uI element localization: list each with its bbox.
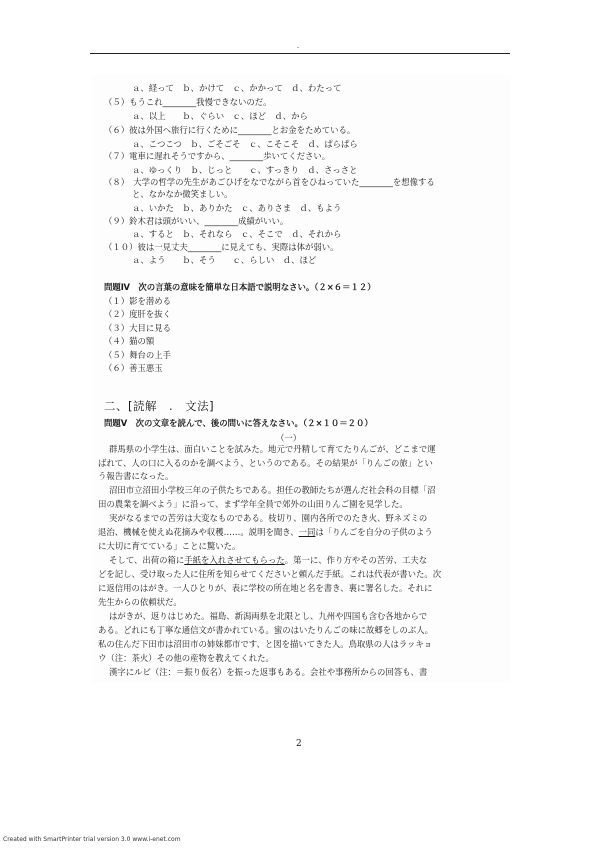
question-8: （８） 大学の哲学の先生があごひげをなでながら首をひねっていた________を想像する (104, 177, 435, 187)
vocab-item: （１）影を潜める (104, 296, 171, 306)
part-number: （一） (276, 433, 302, 443)
header-rule (90, 53, 510, 54)
options-q4: ａ、経って ｂ、かけて ｃ、かかって ｄ、わたって (132, 83, 342, 93)
passage-line: ウ（注：茶火）その他の産物を教えてくれた。 (98, 653, 274, 663)
question-5: （５）もうこれ________我慢できないのだ。 (104, 97, 272, 107)
problem4-title: 問題Ⅳ 次の言葉の意味を簡単な日本語で説明なさい。（２×６＝１２） (104, 282, 376, 292)
underlined-tegami: 手紙を入れさせてもらった (184, 555, 285, 565)
passage-line: う報告書になった。 (98, 471, 174, 481)
section-title: 二、[読解 . 文法] (104, 399, 215, 413)
vocab-item: （３）大目に見る (104, 323, 171, 333)
problem5-title: 問題Ⅴ 次の文章を読んで、後の問いに答えなさい。（２×１０＝２０） (104, 418, 373, 428)
passage-line: ばれて、人の口に入るのかを調べよう、というのである。その結果が「りんごの旅」とい (98, 458, 433, 468)
passage-line: そして、出荷の箱に手紙を入れさせてもらった。第一に、作り方やその苦労、工夫な (109, 555, 428, 565)
vocab-item: （６）善玉悪玉 (104, 363, 163, 373)
options-q8: ａ、いかた ｂ、ありかた ｃ、ありさま ｄ、もよう (132, 203, 342, 213)
options-q10: ａ、よう ｂ、そう ｃ、らしい ｄ、ほど (132, 255, 317, 265)
passage-line: 田の農業を調べよう」に沿って、まず学年全員で郊外の山田りんご園を見学した。 (98, 499, 408, 509)
passage-line: 先生からの依頼状だ。 (98, 597, 182, 607)
passage-line: 漢字にルビ（注：＝振り仮名）を振った返事もある。会社や事務所からの回答も、書 (109, 667, 428, 677)
passage-line: はがきが、返りはじめた。福島、新潟両県を北限とし、九州や四国も含む各地からで (109, 611, 428, 621)
passage-line: 退治、機械を使えぬ花摘みや収穫……。説明を聞き、一同は「りんごを自分の子供のよう (98, 527, 433, 537)
page-number: 2 (296, 739, 302, 749)
passage-line: ある。どれにも丁寧な通信文が書かれている。蜜のはいたりんごの味に故郷をしのぶ人。 (98, 625, 433, 635)
footer-watermark: Created with SmartPrinter trial version 3.0 www.i-enet.com (3, 836, 181, 843)
passage-line: 群馬県の小学生は、面白いことを試みた。地元で丹精して育てたりんごが、どこまで運 (109, 444, 436, 454)
passage-line: に大切に育てている」ことに驚いた。 (98, 541, 241, 551)
passage-line: 沼田市立沼田小学校三年の子供たちである。担任の教師たちが選んだ社会科の目標「沼 (109, 485, 436, 495)
header-mark: - (297, 44, 300, 51)
options-q7: ａ、ゆっくり ｂ、じっと ｃ、すっきり ｄ、さっさと (132, 165, 358, 175)
vocab-item: （５）舞台の上手 (104, 350, 171, 360)
options-q5: ａ、以上 ｂ、ぐらい ｃ、ほど ｄ、から (132, 111, 308, 121)
question-8-cont: と、なかなか微笑ましい。 (132, 189, 233, 199)
question-10: （１０）彼は一見丈夫________に見えても、実際は体が弱い。 (104, 242, 339, 252)
passage-line: に返信用のはがき。一人ひとりが、表に学校の所在地と名を書き、裏に署名した。それに (98, 583, 433, 593)
passage-line: 私の住んだ下田市は沼田市の姉妹都市です、と図を描いてきた人。鳥取県の人はラッキョ (98, 639, 433, 649)
vocab-item: （２）度肝を抜く (104, 309, 171, 319)
question-6: （６）彼は外国へ旅行に行くために________とお金をためている。 (104, 125, 356, 135)
passage-line: どを記し、受け取った人に住所を知らせてくださいと頼んだ手紙。これは代表が書いた。次 (98, 569, 442, 579)
options-q6: ａ、こつこつ ｂ、ごそごそ ｃ、こそこそ ｄ、ぱらぱら (132, 139, 358, 149)
vocab-item: （４）猫の額 (104, 336, 155, 346)
underlined-ichido: 一同 (298, 527, 316, 537)
question-9: （９）鈴木君は頭がいい、________成績がいい。 (104, 216, 289, 226)
passage-line: 実がなるまでの苦労は大変なものである。枝切り、園内各所でのたき火、野ネズミの (109, 513, 428, 523)
question-7: （７）電車に遅れそうですから、________歩いてください。 (104, 151, 331, 161)
options-q9: ａ、すると ｂ、それなら ｃ、そこで ｄ、それから (132, 229, 342, 239)
